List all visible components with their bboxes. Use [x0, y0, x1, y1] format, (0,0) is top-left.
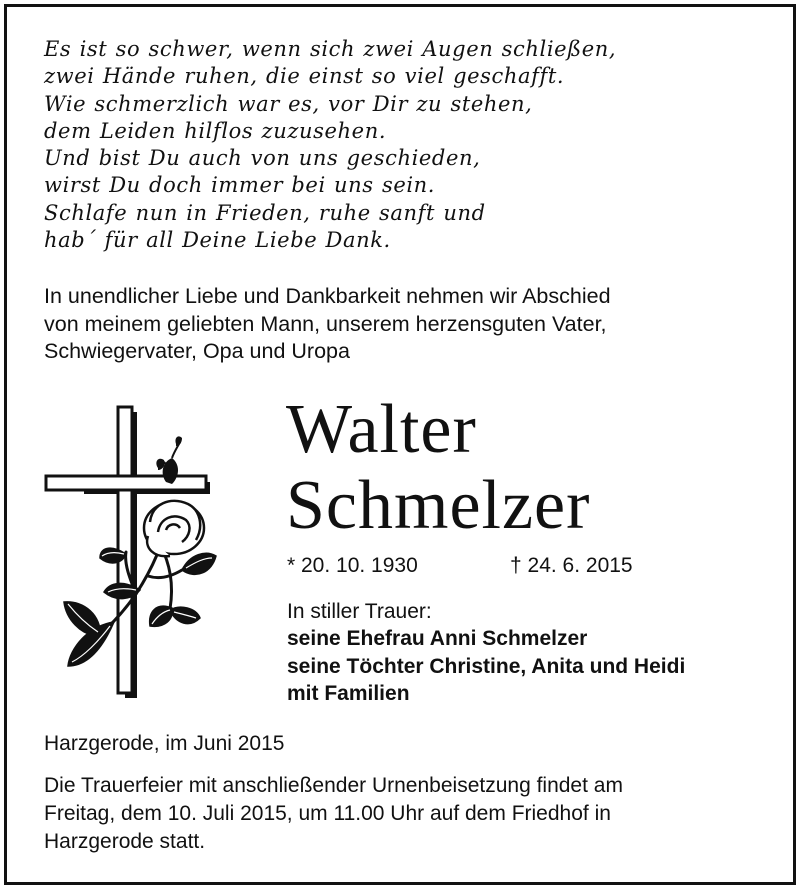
- poem-line: Es ist so schwer, wenn sich zwei Augen schließen,: [44, 37, 617, 61]
- poem-line: wirst Du doch immer bei uns sein.: [44, 173, 436, 198]
- poem: [44, 36, 764, 254]
- mourners-heading: In stiller Trauer:: [287, 600, 432, 623]
- death-date: † 24. 6. 2015: [510, 554, 633, 577]
- poem-line: Und bist Du auch von uns geschieden,: [44, 146, 481, 171]
- deceased-first-name: Walter: [286, 391, 477, 468]
- birth-date: * 20. 10. 1930: [287, 554, 418, 577]
- mourner-line: seine Ehefrau Anni Schmelzer: [287, 627, 588, 651]
- mourner-line: mit Familien: [287, 681, 410, 705]
- place-date: Harzgerode, im Juni 2015: [44, 732, 285, 755]
- funeral-line: Freitag, dem 10. Juli 2015, um 11.00 Uhr auf dem Friedhof in: [44, 802, 611, 825]
- deceased-name: [286, 392, 590, 544]
- intro-line: In unendlicher Liebe und Dankbarkeit nehmen wir Abschied: [44, 284, 611, 308]
- poem-line: Schlafe nun in Frieden, ruhe sanft und: [44, 200, 486, 225]
- funeral-info: [44, 772, 764, 856]
- intro-text: [44, 283, 764, 366]
- intro-line: Schwiegervater, Opa und Uropa: [44, 339, 350, 363]
- funeral-line: Harzgerode statt.: [44, 830, 206, 853]
- poem-line: hab´ für all Deine Liebe Dank.: [44, 228, 391, 253]
- poem-line: dem Leiden hilflos zuzusehen.: [44, 118, 387, 143]
- intro-line: von meinem geliebten Mann, unserem herzensguten Vater,: [44, 311, 607, 336]
- poem-line: Wie schmerzlich war es, vor Dir zu stehen,: [44, 91, 533, 116]
- cross-with-roses-icon: [40, 404, 220, 699]
- funeral-line: Die Trauerfeier mit anschließender Urnenbeisetzung findet am: [44, 774, 623, 797]
- mourner-line: seine Töchter Christine, Anita und Heidi: [287, 654, 686, 678]
- mourners: [287, 598, 767, 707]
- poem-line: zwei Hände ruhen, die einst so viel geschafft.: [44, 64, 565, 89]
- deceased-last-name: Schmelzer: [286, 467, 591, 544]
